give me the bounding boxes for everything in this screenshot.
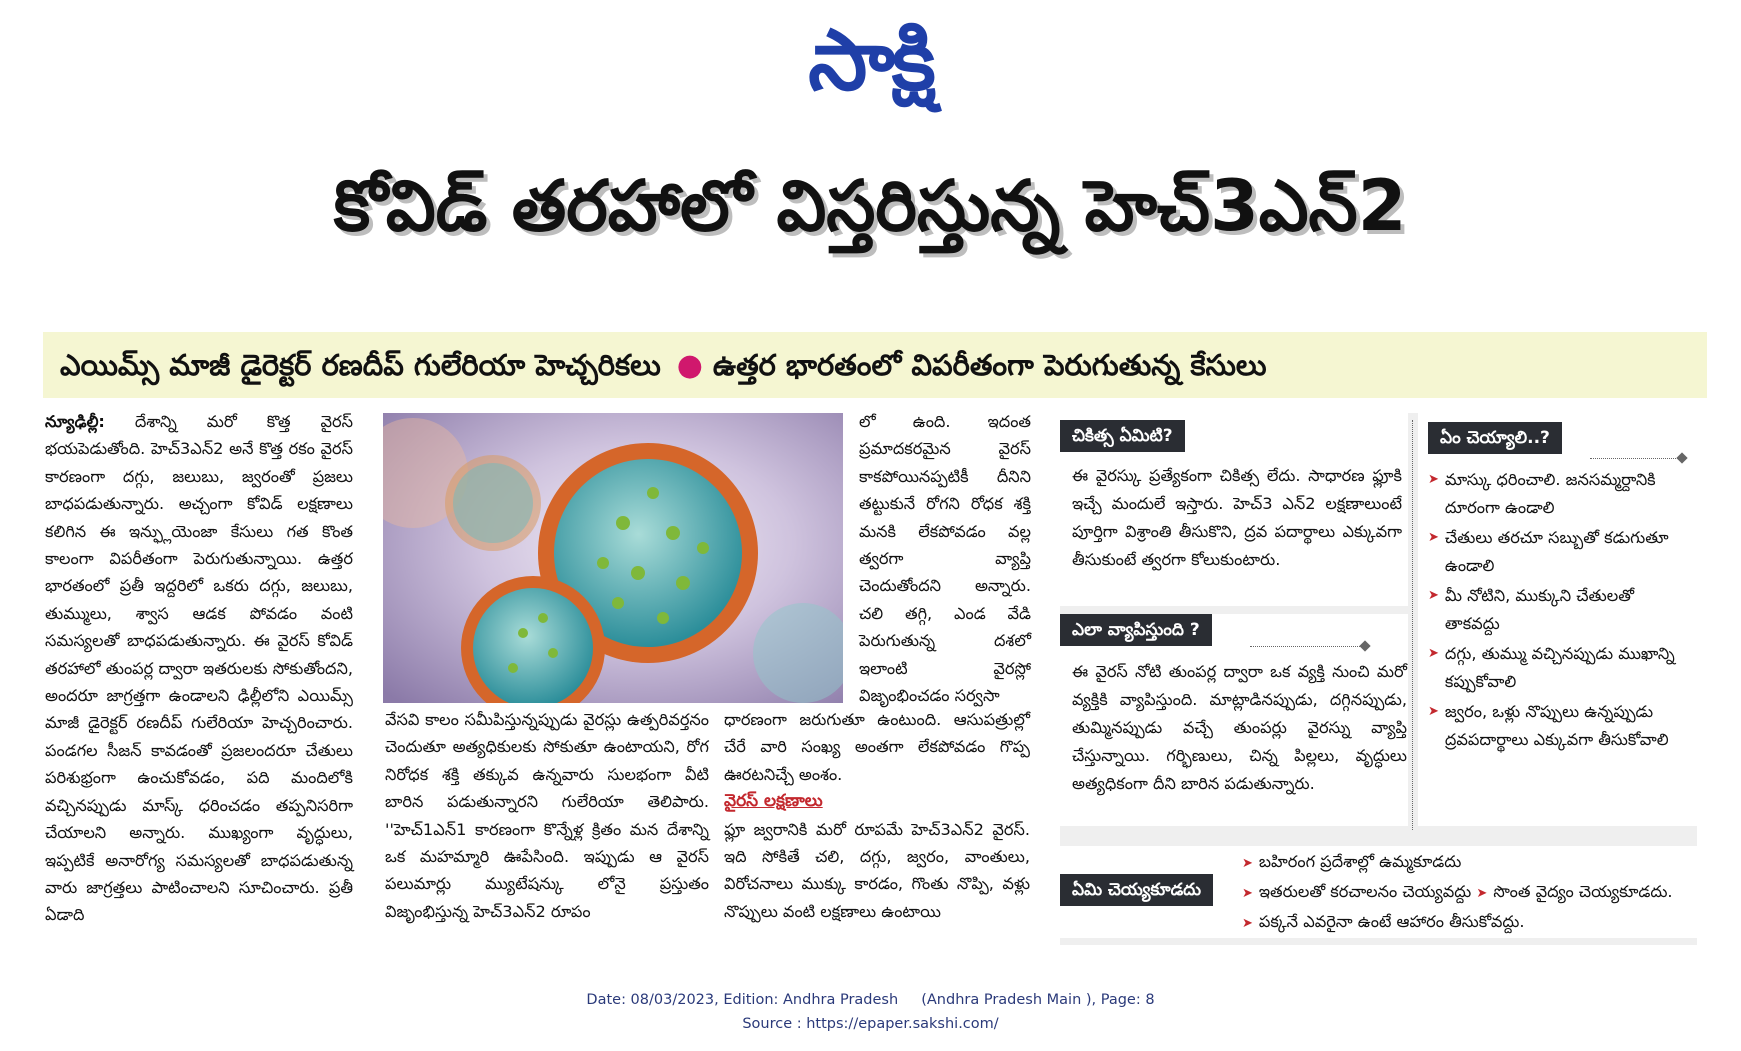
virus-illustration — [383, 413, 843, 703]
arrow-bullet-icon: ➤ — [1428, 530, 1439, 545]
arrow-bullet-icon: ➤ — [1242, 916, 1253, 931]
divider-line — [1250, 646, 1362, 647]
masthead-logo: సాక్షి — [808, 11, 933, 109]
virus-photo — [383, 413, 843, 703]
article-column-1 — [45, 408, 353, 929]
donts-line-2: ➤ ఇతరులతో కరచాలనం చెయ్యవద్దు ➤ సొంత వైద్యం చెయ్యకూడదు. ➤ పక్కనే ఎవరైనా ఉంటే ఆహారం తీసుకోవద్దు. — [1242, 882, 1673, 931]
subheadline — [60, 347, 1700, 384]
headline: కోవిడ్ తరహాలో విస్తరిస్తున్న హెచ్3ఎన్2 — [333, 165, 1407, 247]
dos-item: ➤ మీ నోటిని, ముక్కుని చేతులతో తాకవద్దు — [1428, 582, 1690, 638]
symptoms-heading: వైరస్ లక్షణాలు — [724, 791, 823, 812]
article-column-2 — [385, 706, 709, 925]
dos-item: ➤ చేతులు తరచూ సబ్బుతో కడుగుతూ ఉండాలి — [1428, 524, 1690, 580]
article-column-3 — [724, 706, 1030, 925]
spread-text: ఈ వైరస్ నోటి తుంపర్ల ద్వారా ఒక వ్యక్తి నుంచి మరో వ్యక్తికి వ్యాపిస్తుంది. మాట్లాడినప్పుడు, దగ్గినప్పుడు, తుమ్మినప్పుడు వచ్చే తుంపర్లు వైరస్ను వ్యాప్తి చేస్తున్నాయి. గర్భిణులు, చిన్న పిల్లలు, వృద్ధులు అత్యధికంగా దీని బారిన పడుతున్నారు. — [1072, 662, 1407, 793]
subheadline-left: ఎయిమ్స్ మాజీ డైరెక్టర్ రణదీప్ గులేరియా హెచ్చరికలు — [60, 348, 661, 382]
dos-item: ➤ జ్వరం, ఒళ్లు నొప్పులు ఉన్నప్పుడు ద్రవపదార్థాలు ఎక్కువగా తీసుకోవాలి — [1428, 698, 1690, 754]
arrow-bullet-icon: ➤ — [1428, 646, 1439, 661]
arrow-bullet-icon: ➤ — [1242, 856, 1253, 871]
page-footer — [0, 988, 1741, 1036]
dos-title: ఏం చెయ్యాలి..? — [1428, 422, 1562, 454]
dateline: న్యూఢిల్లీ: — [45, 412, 105, 431]
dos-list — [1428, 466, 1690, 754]
subheadline-right: ఉత్తర భారతంలో విపరీతంగా పెరుగుతున్న కేసులు — [712, 348, 1267, 382]
arrow-bullet-icon: ➤ — [1428, 588, 1439, 603]
article-col2-text: వేసవి కాలం సమీపిస్తున్నప్పుడు వైరస్లు ఉత్పరివర్తనం చెందుతూ అత్యధికులకు సోకుతూ ఉంటాయని, రోగ నిరోధక శక్తి తక్కువ ఉన్నవారు సులభంగా వీటి బారిన పడుతున్నారని గులేరియా తెలిపారు. ''హెచ్1ఎన్1 కారణంగా కొన్నేళ్ల క్రితం మన దేశాన్ని ఒక మహమ్మారి ఊపేసింది. ఇప్పుడు ఆ వైరస్ పలుమార్లు మ్యుటేషన్కు లోనై ప్రస్తుతం విజృంభిస్తున్న హెచ్3ఎన్2 రూపం — [385, 710, 709, 921]
footer-date-edition: Date: 08/03/2023, Edition: Andhra Pradesh (Andhra Pradesh Main ), Page: 8 — [586, 992, 1155, 1008]
article-col3-top-text: లో ఉంది. ఇదంత ప్రమాదకరమైన వైరస్ కాకపోయినప్పటికీ దీనిని తట్టుకునే రోగని రోధక శక్తి మనకి లేకపోవడం వల్ల త్వరగా వ్యాప్తి చెందుతోందని అన్నారు. చలి తగ్గి, ఎండ వేడి పెరుగుతున్న దశలో ఇలాంటి వైరస్లో విజృంభించడం సర్వసా — [859, 412, 1031, 706]
article-column-3-top — [859, 408, 1031, 709]
arrow-bullet-icon: ➤ — [1242, 886, 1253, 901]
footer-source: Source : https://epaper.sakshi.com/ — [742, 1016, 999, 1032]
donts-line-1: ➤ బహిరంగ ప్రదేశాల్లో ఉమ్మకూడదు — [1242, 852, 1462, 871]
divider-line — [1590, 458, 1680, 459]
dos-item: ➤ మాస్కు ధరించాలి. జనసమ్మర్దానికి దూరంగా ఉండాలి — [1428, 466, 1690, 522]
spread-title: ఎలా వ్యాపిస్తుంది ? — [1060, 614, 1212, 646]
arrow-bullet-icon: ➤ — [1476, 886, 1488, 901]
arrow-bullet-icon: ➤ — [1428, 472, 1439, 487]
dos-item: ➤ దగ్గు, తుమ్ము వచ్చినప్పుడు ముఖాన్ని కప్పుకోవాలి — [1428, 640, 1690, 696]
bullet-dot-icon: ● — [676, 348, 703, 383]
sidebar-divider — [1412, 420, 1413, 830]
donts-list — [1242, 848, 1692, 938]
treatment-title: చికిత్స ఏమిటి? — [1060, 420, 1185, 452]
article-col3-bottom-text: ధారణంగా జరుగుతూ ఉంటుంది. ఆసుపత్రుల్లో చేరే వారి సంఖ్య అంతగా లేకపోవడం గొప్ప ఊరటనిచ్చే అంశం. — [724, 710, 1030, 784]
symptoms-text: ఫ్లూ జ్వరానికి మరో రూపమే హెచ్3ఎన్2 వైరస్. ఇది సోకితే చలి, దగ్గు, జ్వరం, వాంతులు, విరోచనాలు ముక్కు కారడం, గొంతు నొప్పి, వళ్లు నొప్పులు వంటి లక్షణాలు ఉంటాయి — [724, 819, 1030, 921]
treatment-text: ఈ వైరస్కు ప్రత్యేకంగా చికిత్స లేదు. సాధారణ ఫ్లూకి ఇచ్చే మందులే ఇస్తారు. హెచ్3 ఎన్2 లక్షణాలుంటే పూర్తిగా విశ్రాంతి తీసుకొని, ద్రవ పదార్థాలు ఎక్కువగా తీసుకుంటే త్వరగా కోలుకుంటారు. — [1072, 466, 1402, 569]
article-col1-text: దేశాన్ని మరో కొత్త వైరస్ భయపెడుతోంది. హెచ్3ఎన్2 అనే కొత్త రకం వైరస్ కారణంగా దగ్గు, జలుబు, జ్వరంతో ప్రజలు బాధపడుతున్నారు. అచ్చంగా కోవిడ్ లక్షణాలు కలిగిన ఈ ఇన్ఫ్లుయెంజా కేసులు గత కొంత కాలంగా విపరీతంగా పెరుగుతున్నాయి. ఉత్తర భారతంలో ప్రతీ ఇద్దరిలో ఒకరు దగ్గు, జలుబు, తుమ్ములు, శ్వాస ఆడక పోవడం వంటి సమస్యలతో బాధపడుతున్నారు. ఈ వైరస్ కోవిడ్ తరహాలో తుంపర్ల ద్వారా ఇతరులకు సోకుతోందని, అందరూ జాగ్రత్తగా ఉండాలని ఢిల్లీలోని ఎయిమ్స్ మాజీ డైరెక్టర్ రణదీప్ గులేరియా హెచ్చరించారు. పండగల సీజన్ కావడంతో ప్రజలందరూ చేతులు పరిశుభ్రంగా ఉంచుకోవడం, పది మందిలోకి వచ్చినప్పుడు మాస్క్ ధరించడం తప్పనిసరిగా చేయాలని అన్నారు. ముఖ్యంగా వృద్ధులు, ఇప్పటికే అనారోగ్య సమస్యలతో బాధపడుతున్న వారు జాగ్రత్తలు పాటించాలని సూచించారు. ప్రతీ ఏడాది — [45, 412, 353, 925]
donts-title: ఏమి చెయ్యకూడదు — [1060, 874, 1213, 906]
arrow-bullet-icon: ➤ — [1428, 704, 1439, 719]
